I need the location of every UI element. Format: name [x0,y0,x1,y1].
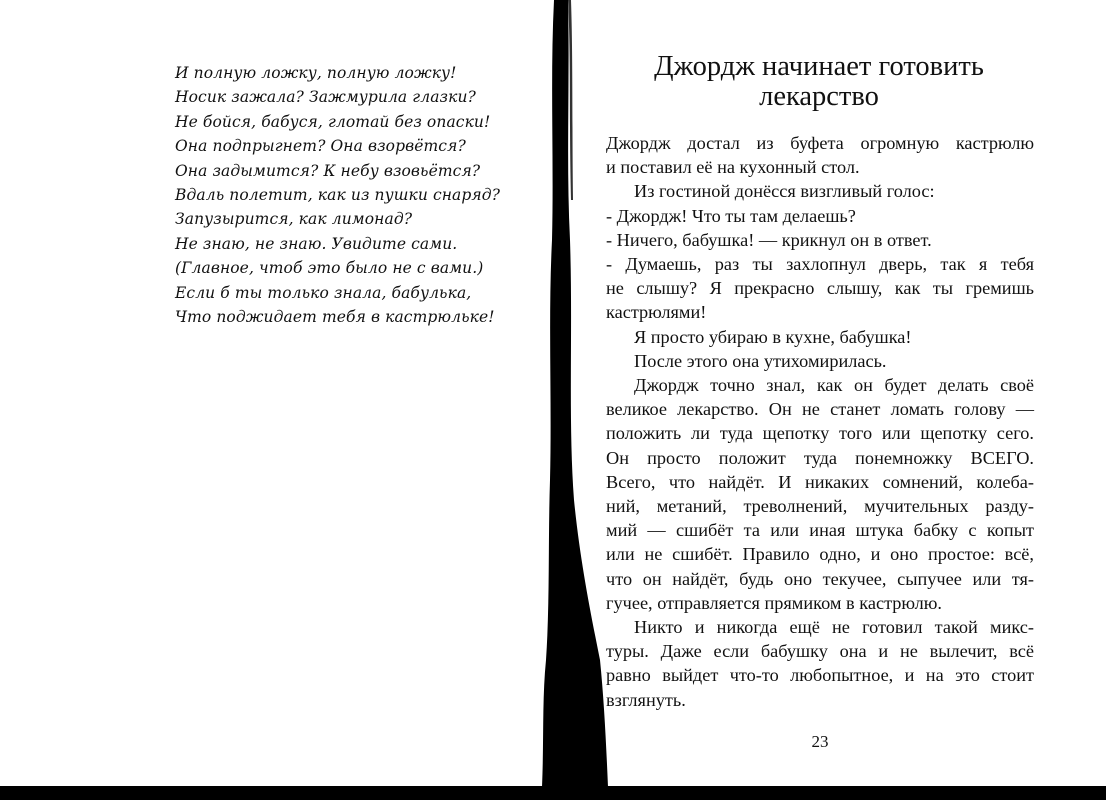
poem [175,61,500,329]
text-line: туры. Даже если бабушку она и не вылечит, всё [606,641,1034,662]
poem-line: Она задымится? К небу взовьётся? [175,161,481,180]
text-line: или не сшибёт. Правило одно, и оно простое: всё, [606,544,1034,565]
chapter-body [606,131,1034,712]
poem-line: Она подпрыгнет? Она взорвётся? [175,137,466,156]
text-line: Джордж точно знал, как он будет делать своё [634,375,1034,396]
poem-line: Не знаю, не знаю. Увидите сами. [175,234,458,253]
scan-bottom-edge [0,786,1106,800]
page-number: 23 [811,732,829,751]
text-line: Он просто положит туда понемножку ВСЕГО. [606,447,1034,468]
poem-line: Вдаль полетит, как из пушки снаряд? [175,186,501,205]
text-line: и поставил её на кухонный стол. [606,157,860,178]
text-line: Никто и никогда ещё не готовил такой микс- [634,617,1034,638]
text-line: положить ли туда щепотку того или щепотку сего. [606,423,1034,444]
left-page [0,0,548,787]
text-line: - Думаешь, раз ты захлопнул дверь, так я тебя [606,254,1034,275]
text-line: Джордж достал из буфета огромную кастрюлю [606,133,1034,153]
text-line: гучее, отправляется прямиком в кастрюлю. [606,592,942,613]
text-line: равно выйдет что-то любопытное, и на это стоит [606,665,1034,686]
text-line: ний, метаний, треволнений, мучительных разду- [606,496,1034,517]
text-line: - Джордж! Что ты там делаешь? [606,205,856,226]
poem-line: Если б ты только знала, бабулька, [175,283,472,302]
text-line: кастрюлями! [606,302,707,323]
text-line: великое лекарство. Он не станет ломать голову — [606,399,1034,420]
poem-line: Носик зажала? Зажмурила глазки? [175,88,476,107]
gutter-shadow [540,0,610,787]
gutter-shadow-fringe [568,0,573,200]
gutter-shadow-shape [542,0,608,787]
text-line: Я просто убираю в кухне, бабушка! [634,326,912,347]
text-line: не слышу? Я прекрасно слышу, как ты гремишь [606,278,1034,299]
text-line: что он найдёт, будь оно текучее, сыпучее или тя- [606,568,1034,589]
text-line: взглянуть. [606,689,686,710]
text-line: мий — сшибёт та или иная штука бабку с копыт [606,520,1034,541]
text-line: После этого она утихомирилась. [634,350,887,371]
poem-line: (Главное, чтоб это было не с вами.) [175,259,484,278]
text-line: Из гостиной донёсся визгливый голос: [634,181,935,202]
poem-line: Не бойся, бабуся, глотай без опаски! [175,112,491,131]
poem-line: Запузырится, как лимонад? [175,210,413,229]
text-line: Всего, что найдёт. И никаких сомнений, колеба- [606,471,1034,492]
poem-line: И полную ложку, полную ложку! [175,64,457,82]
poem-line: Что поджидает тебя в кастрюльке! [175,308,495,327]
text-line: - Ничего, бабушка! — крикнул он в ответ. [606,229,932,250]
chapter-title: Джордж начинает готовить лекарство [654,51,984,112]
